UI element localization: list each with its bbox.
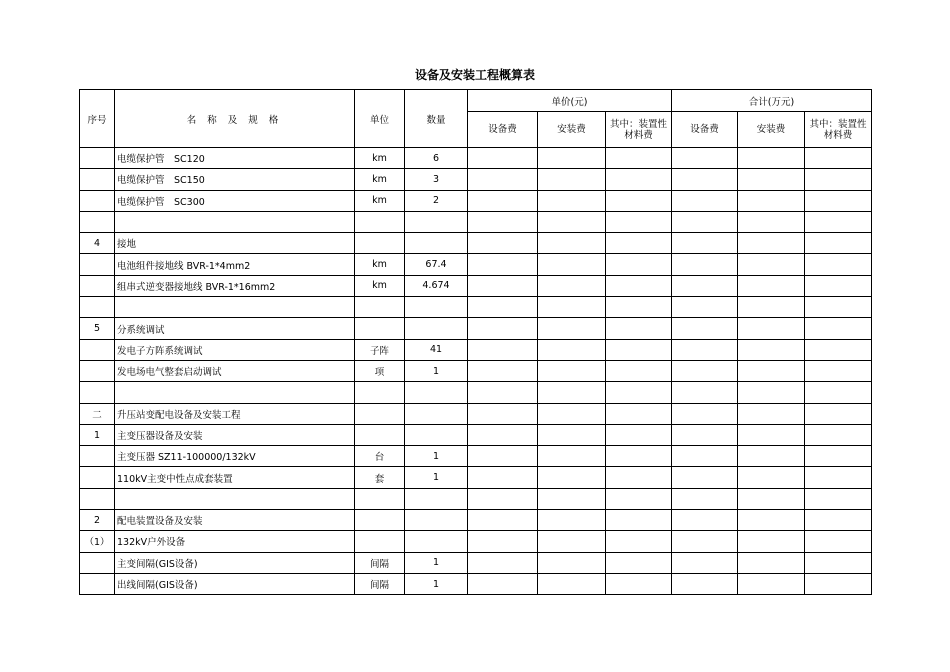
cell-unit-material-fee: [606, 552, 672, 573]
table-row: [80, 318, 872, 339]
cell-unit: km: [355, 148, 405, 169]
cell-unit: [355, 403, 405, 424]
cell-qty: 1: [405, 467, 468, 488]
cell-qty: [405, 233, 468, 254]
cell-unit: 项: [355, 360, 405, 381]
cell-name: 接地: [115, 233, 355, 254]
cell-seq: [80, 467, 115, 488]
header-unit-material-fee: 其中：装置性材料费: [606, 112, 672, 148]
cell-total-equip-fee: [672, 211, 738, 232]
cell-total-material-fee: [805, 318, 872, 339]
header-unit-install-fee: 安装费: [538, 112, 606, 148]
cell-name: 电缆保护管 SC300: [115, 190, 355, 211]
cell-unit-install-fee: [538, 148, 606, 169]
cell-unit-equip-fee: [468, 148, 538, 169]
cell-seq: [80, 573, 115, 594]
cell-total-equip-fee: [672, 573, 738, 594]
cell-total-install-fee: [738, 382, 805, 403]
cell-total-equip-fee: [672, 360, 738, 381]
cell-unit-install-fee: [538, 424, 606, 445]
cell-unit: km: [355, 275, 405, 296]
cell-qty: 1: [405, 360, 468, 381]
cell-total-install-fee: [738, 211, 805, 232]
cell-unit-equip-fee: [468, 275, 538, 296]
cell-total-material-fee: [805, 488, 872, 509]
cell-unit-material-fee: [606, 446, 672, 467]
cell-unit-equip-fee: [468, 382, 538, 403]
cell-unit-equip-fee: [468, 552, 538, 573]
cell-total-material-fee: [805, 360, 872, 381]
cell-total-material-fee: [805, 424, 872, 445]
cell-unit-material-fee: [606, 339, 672, 360]
cell-total-material-fee: [805, 403, 872, 424]
cell-unit-install-fee: [538, 531, 606, 552]
cell-total-material-fee: [805, 467, 872, 488]
cell-name: [115, 297, 355, 318]
cell-qty: [405, 488, 468, 509]
cell-name: 出线间隔(GIS设备): [115, 573, 355, 594]
cell-name: 电缆保护管 SC150: [115, 169, 355, 190]
cell-name: 110kV主变中性点成套装置: [115, 467, 355, 488]
cell-unit-material-fee: [606, 211, 672, 232]
table-row: [80, 233, 872, 254]
cell-name: 配电装置设备及安装: [115, 510, 355, 531]
cell-total-material-fee: [805, 382, 872, 403]
cell-total-equip-fee: [672, 275, 738, 296]
table-row: [80, 360, 872, 381]
cell-seq: [80, 339, 115, 360]
cell-unit-material-fee: [606, 233, 672, 254]
cell-total-material-fee: [805, 531, 872, 552]
cell-qty: [405, 510, 468, 531]
cell-seq: （1）: [80, 531, 115, 552]
cell-total-install-fee: [738, 233, 805, 254]
cell-unit: [355, 297, 405, 318]
cell-seq: [80, 297, 115, 318]
cell-seq: 二: [80, 403, 115, 424]
cell-unit-install-fee: [538, 318, 606, 339]
cell-seq: [80, 488, 115, 509]
cell-unit-equip-fee: [468, 297, 538, 318]
cell-unit-equip-fee: [468, 211, 538, 232]
cell-unit-install-fee: [538, 297, 606, 318]
cell-total-install-fee: [738, 254, 805, 275]
cell-total-equip-fee: [672, 233, 738, 254]
cell-qty: 41: [405, 339, 468, 360]
cell-qty: [405, 424, 468, 445]
cell-name: [115, 211, 355, 232]
cell-name: [115, 382, 355, 403]
cell-qty: 1: [405, 552, 468, 573]
cell-total-equip-fee: [672, 169, 738, 190]
cell-unit-equip-fee: [468, 446, 538, 467]
cell-unit-equip-fee: [468, 424, 538, 445]
cell-total-equip-fee: [672, 382, 738, 403]
cell-unit-equip-fee: [468, 190, 538, 211]
cell-total-material-fee: [805, 339, 872, 360]
cell-unit-material-fee: [606, 424, 672, 445]
cell-total-equip-fee: [672, 339, 738, 360]
cell-total-equip-fee: [672, 488, 738, 509]
cell-total-equip-fee: [672, 254, 738, 275]
cell-seq: 1: [80, 424, 115, 445]
cell-unit: [355, 318, 405, 339]
cell-name: 分系统调试: [115, 318, 355, 339]
cell-total-install-fee: [738, 552, 805, 573]
cell-total-material-fee: [805, 169, 872, 190]
cell-unit: [355, 233, 405, 254]
table-row: [80, 382, 872, 403]
cell-name: 升压站变配电设备及安装工程: [115, 403, 355, 424]
header-unit: 单位: [355, 90, 405, 148]
cell-total-equip-fee: [672, 467, 738, 488]
cell-name: 主变压器设备及安装: [115, 424, 355, 445]
cell-total-material-fee: [805, 233, 872, 254]
cell-unit: [355, 424, 405, 445]
cell-unit-material-fee: [606, 531, 672, 552]
cell-unit-equip-fee: [468, 233, 538, 254]
cell-total-equip-fee: [672, 552, 738, 573]
cell-unit: [355, 510, 405, 531]
cell-unit-install-fee: [538, 573, 606, 594]
cell-unit-material-fee: [606, 190, 672, 211]
header-total: 合计(万元): [672, 90, 872, 112]
cell-unit-material-fee: [606, 403, 672, 424]
cell-total-material-fee: [805, 446, 872, 467]
page-title: 设备及安装工程概算表: [414, 68, 535, 82]
header-total-material-fee: 其中：装置性材料费: [805, 112, 872, 148]
table-row: [80, 531, 872, 552]
cell-seq: [80, 275, 115, 296]
cell-qty: [405, 297, 468, 318]
table-row: [80, 488, 872, 509]
cell-total-equip-fee: [672, 531, 738, 552]
cell-name: 发电场电气整套启动调试: [115, 360, 355, 381]
cell-unit-material-fee: [606, 254, 672, 275]
cell-unit-install-fee: [538, 339, 606, 360]
cell-total-equip-fee: [672, 403, 738, 424]
cell-unit-install-fee: [538, 360, 606, 381]
cell-qty: 67.4: [405, 254, 468, 275]
cell-unit-equip-fee: [468, 339, 538, 360]
cell-total-equip-fee: [672, 318, 738, 339]
cell-unit-install-fee: [538, 211, 606, 232]
cell-unit: [355, 382, 405, 403]
table-row: [80, 297, 872, 318]
cell-unit-material-fee: [606, 360, 672, 381]
cell-name: 发电子方阵系统调试: [115, 339, 355, 360]
header-seq: 序号: [80, 90, 115, 148]
cell-total-material-fee: [805, 275, 872, 296]
header-total-install-fee: 安装费: [738, 112, 805, 148]
cell-unit-equip-fee: [468, 403, 538, 424]
cell-seq: [80, 382, 115, 403]
cell-total-material-fee: [805, 573, 872, 594]
cell-total-equip-fee: [672, 148, 738, 169]
cell-unit-install-fee: [538, 233, 606, 254]
cell-qty: 3: [405, 169, 468, 190]
table-row: [80, 254, 872, 275]
cell-total-material-fee: [805, 190, 872, 211]
cell-seq: [80, 446, 115, 467]
cell-total-equip-fee: [672, 190, 738, 211]
cell-total-material-fee: [805, 297, 872, 318]
cell-unit-install-fee: [538, 488, 606, 509]
cell-unit-material-fee: [606, 275, 672, 296]
header-name: 名 称 及 规 格: [115, 90, 355, 148]
cell-unit-material-fee: [606, 318, 672, 339]
table-row: [80, 169, 872, 190]
cell-total-material-fee: [805, 552, 872, 573]
table-row: [80, 211, 872, 232]
cell-unit: [355, 531, 405, 552]
cell-seq: 5: [80, 318, 115, 339]
cell-total-material-fee: [805, 254, 872, 275]
cell-unit-equip-fee: [468, 467, 538, 488]
cell-total-install-fee: [738, 424, 805, 445]
table-row: [80, 510, 872, 531]
cell-seq: [80, 190, 115, 211]
header-total-equip-fee: 设备费: [672, 112, 738, 148]
cell-unit-equip-fee: [468, 488, 538, 509]
cell-total-install-fee: [738, 467, 805, 488]
cell-total-material-fee: [805, 211, 872, 232]
cell-unit-material-fee: [606, 467, 672, 488]
cell-total-install-fee: [738, 297, 805, 318]
cell-unit-material-fee: [606, 297, 672, 318]
estimate-table: [79, 89, 872, 595]
cell-seq: [80, 254, 115, 275]
cell-seq: [80, 148, 115, 169]
header-unit-price: 单价(元): [468, 90, 672, 112]
cell-total-equip-fee: [672, 424, 738, 445]
table-row: [80, 148, 872, 169]
cell-qty: [405, 382, 468, 403]
header-unit-equip-fee: 设备费: [468, 112, 538, 148]
cell-unit-equip-fee: [468, 510, 538, 531]
cell-total-material-fee: [805, 148, 872, 169]
cell-unit-equip-fee: [468, 573, 538, 594]
cell-unit: [355, 211, 405, 232]
cell-total-install-fee: [738, 510, 805, 531]
cell-unit-install-fee: [538, 510, 606, 531]
cell-unit-install-fee: [538, 403, 606, 424]
cell-total-install-fee: [738, 488, 805, 509]
cell-total-equip-fee: [672, 297, 738, 318]
cell-unit: 套: [355, 467, 405, 488]
cell-total-install-fee: [738, 318, 805, 339]
table-row: [80, 403, 872, 424]
cell-unit-equip-fee: [468, 360, 538, 381]
cell-unit-equip-fee: [468, 531, 538, 552]
cell-unit: km: [355, 169, 405, 190]
cell-unit: km: [355, 254, 405, 275]
cell-total-install-fee: [738, 360, 805, 381]
cell-unit: 子阵: [355, 339, 405, 360]
cell-total-material-fee: [805, 510, 872, 531]
cell-unit-equip-fee: [468, 169, 538, 190]
cell-total-install-fee: [738, 190, 805, 211]
table-row: [80, 339, 872, 360]
table-row: [80, 190, 872, 211]
cell-total-install-fee: [738, 275, 805, 296]
cell-qty: [405, 403, 468, 424]
table-row: [80, 467, 872, 488]
cell-name: 电池组件接地线 BVR-1*4mm2: [115, 254, 355, 275]
table-row: [80, 573, 872, 594]
cell-qty: [405, 318, 468, 339]
cell-unit-material-fee: [606, 510, 672, 531]
cell-unit-install-fee: [538, 190, 606, 211]
cell-qty: 1: [405, 446, 468, 467]
cell-unit-material-fee: [606, 169, 672, 190]
cell-name: 主变间隔(GIS设备): [115, 552, 355, 573]
cell-seq: [80, 552, 115, 573]
cell-seq: [80, 169, 115, 190]
table-header: [80, 90, 872, 148]
cell-unit-material-fee: [606, 382, 672, 403]
cell-unit: [355, 488, 405, 509]
cell-total-install-fee: [738, 446, 805, 467]
cell-qty: 4.674: [405, 275, 468, 296]
cell-seq: [80, 360, 115, 381]
cell-name: 组串式逆变器接地线 BVR-1*16mm2: [115, 275, 355, 296]
cell-seq: [80, 211, 115, 232]
cell-unit-install-fee: [538, 275, 606, 296]
cell-unit-install-fee: [538, 254, 606, 275]
cell-unit-install-fee: [538, 446, 606, 467]
cell-unit-material-fee: [606, 148, 672, 169]
header-qty: 数量: [405, 90, 468, 148]
cell-total-install-fee: [738, 169, 805, 190]
cell-unit-material-fee: [606, 488, 672, 509]
cell-name: [115, 488, 355, 509]
cell-name: 电缆保护管 SC120: [115, 148, 355, 169]
cell-qty: [405, 211, 468, 232]
table-body: [80, 148, 872, 595]
cell-total-equip-fee: [672, 510, 738, 531]
cell-unit-equip-fee: [468, 254, 538, 275]
cell-unit: 间隔: [355, 552, 405, 573]
cell-qty: 6: [405, 148, 468, 169]
table-row: [80, 275, 872, 296]
cell-qty: [405, 531, 468, 552]
cell-unit-install-fee: [538, 467, 606, 488]
cell-qty: 2: [405, 190, 468, 211]
cell-total-equip-fee: [672, 446, 738, 467]
cell-unit-material-fee: [606, 573, 672, 594]
cell-unit-install-fee: [538, 552, 606, 573]
cell-total-install-fee: [738, 573, 805, 594]
table-row: [80, 552, 872, 573]
cell-total-install-fee: [738, 339, 805, 360]
cell-seq: 4: [80, 233, 115, 254]
cell-unit-install-fee: [538, 382, 606, 403]
cell-unit: 间隔: [355, 573, 405, 594]
cell-total-install-fee: [738, 148, 805, 169]
cell-total-install-fee: [738, 531, 805, 552]
table-row: [80, 424, 872, 445]
cell-seq: 2: [80, 510, 115, 531]
cell-name: 132kV户外设备: [115, 531, 355, 552]
cell-unit-equip-fee: [468, 318, 538, 339]
cell-unit: km: [355, 190, 405, 211]
cell-unit: 台: [355, 446, 405, 467]
cell-unit-install-fee: [538, 169, 606, 190]
table-row: [80, 446, 872, 467]
cell-total-install-fee: [738, 403, 805, 424]
cell-name: 主变压器 SZ11-100000/132kV: [115, 446, 355, 467]
cell-qty: 1: [405, 573, 468, 594]
